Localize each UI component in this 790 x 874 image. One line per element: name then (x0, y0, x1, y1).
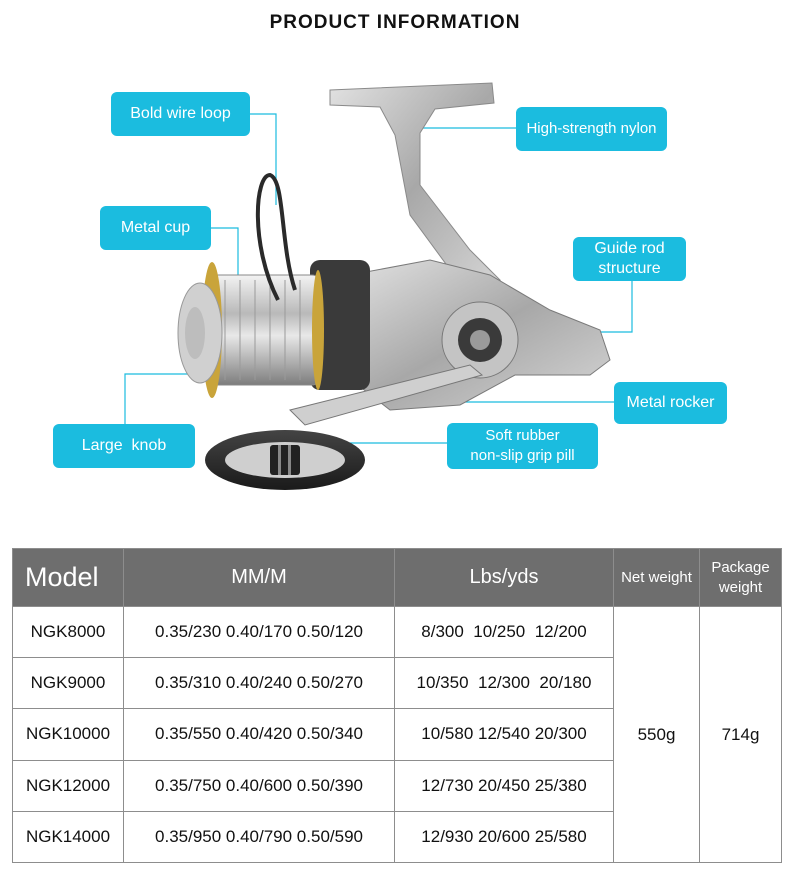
callout-label: Metal rocker (626, 394, 715, 411)
header-lbs-yds: Lbs/yds (395, 549, 614, 607)
header-package-line1: Package (711, 558, 770, 576)
header-net-weight: Net weight (614, 549, 700, 607)
page-title: PRODUCT INFORMATION (269, 12, 521, 33)
callout-label-line2: structure (598, 260, 661, 277)
callout-label: Large knob (81, 437, 167, 454)
cell-net-weight: 550g (614, 607, 700, 863)
cell-model: NGK12000 (13, 760, 124, 811)
callout-label: High-strength nylon (526, 120, 657, 137)
callout-label-line1: Guide rod (594, 240, 665, 257)
callout-guide-rod-structure (573, 237, 686, 281)
cell-lbs-yds: 8/300 10/250 12/200 (395, 607, 614, 658)
cell-lbs-yds: 10/350 12/300 20/180 (395, 658, 614, 709)
callout-bold-wire-loop (111, 92, 250, 136)
header-mm-m: MM/M (124, 549, 395, 607)
header-model: Model (13, 549, 124, 607)
callout-label: Metal cup (120, 219, 191, 236)
cell-mm-m: 0.35/750 0.40/600 0.50/390 (124, 760, 395, 811)
callout-large-knob (53, 424, 195, 468)
cell-model: NGK14000 (13, 811, 124, 862)
callout-label-line2: non-slip grip pill (470, 447, 575, 464)
cell-model: NGK9000 (13, 658, 124, 709)
table-header-row (13, 549, 782, 607)
cell-mm-m: 0.35/230 0.40/170 0.50/120 (124, 607, 395, 658)
cell-mm-m: 0.35/950 0.40/790 0.50/590 (124, 811, 395, 862)
cell-package-weight: 714g (700, 607, 782, 863)
spec-table (12, 548, 782, 863)
cell-model: NGK8000 (13, 607, 124, 658)
cell-mm-m: 0.35/310 0.40/240 0.50/270 (124, 658, 395, 709)
cell-lbs-yds: 10/580 12/540 20/300 (395, 709, 614, 760)
table-row (13, 607, 782, 658)
callout-label: Bold wire loop (130, 105, 231, 122)
callout-metal-cup (100, 206, 211, 250)
header-package-weight (700, 549, 782, 607)
cell-mm-m: 0.35/550 0.40/420 0.50/340 (124, 709, 395, 760)
callout-high-strength-nylon (516, 107, 667, 151)
cell-lbs-yds: 12/730 20/450 25/380 (395, 760, 614, 811)
callout-label-line1: Soft rubber (485, 427, 560, 444)
cell-model: NGK10000 (13, 709, 124, 760)
cell-lbs-yds: 12/930 20/600 25/580 (395, 811, 614, 862)
callout-metal-rocker (614, 382, 727, 424)
header-package-line2: weight (718, 578, 763, 596)
callout-soft-rubber-grip (447, 423, 598, 469)
